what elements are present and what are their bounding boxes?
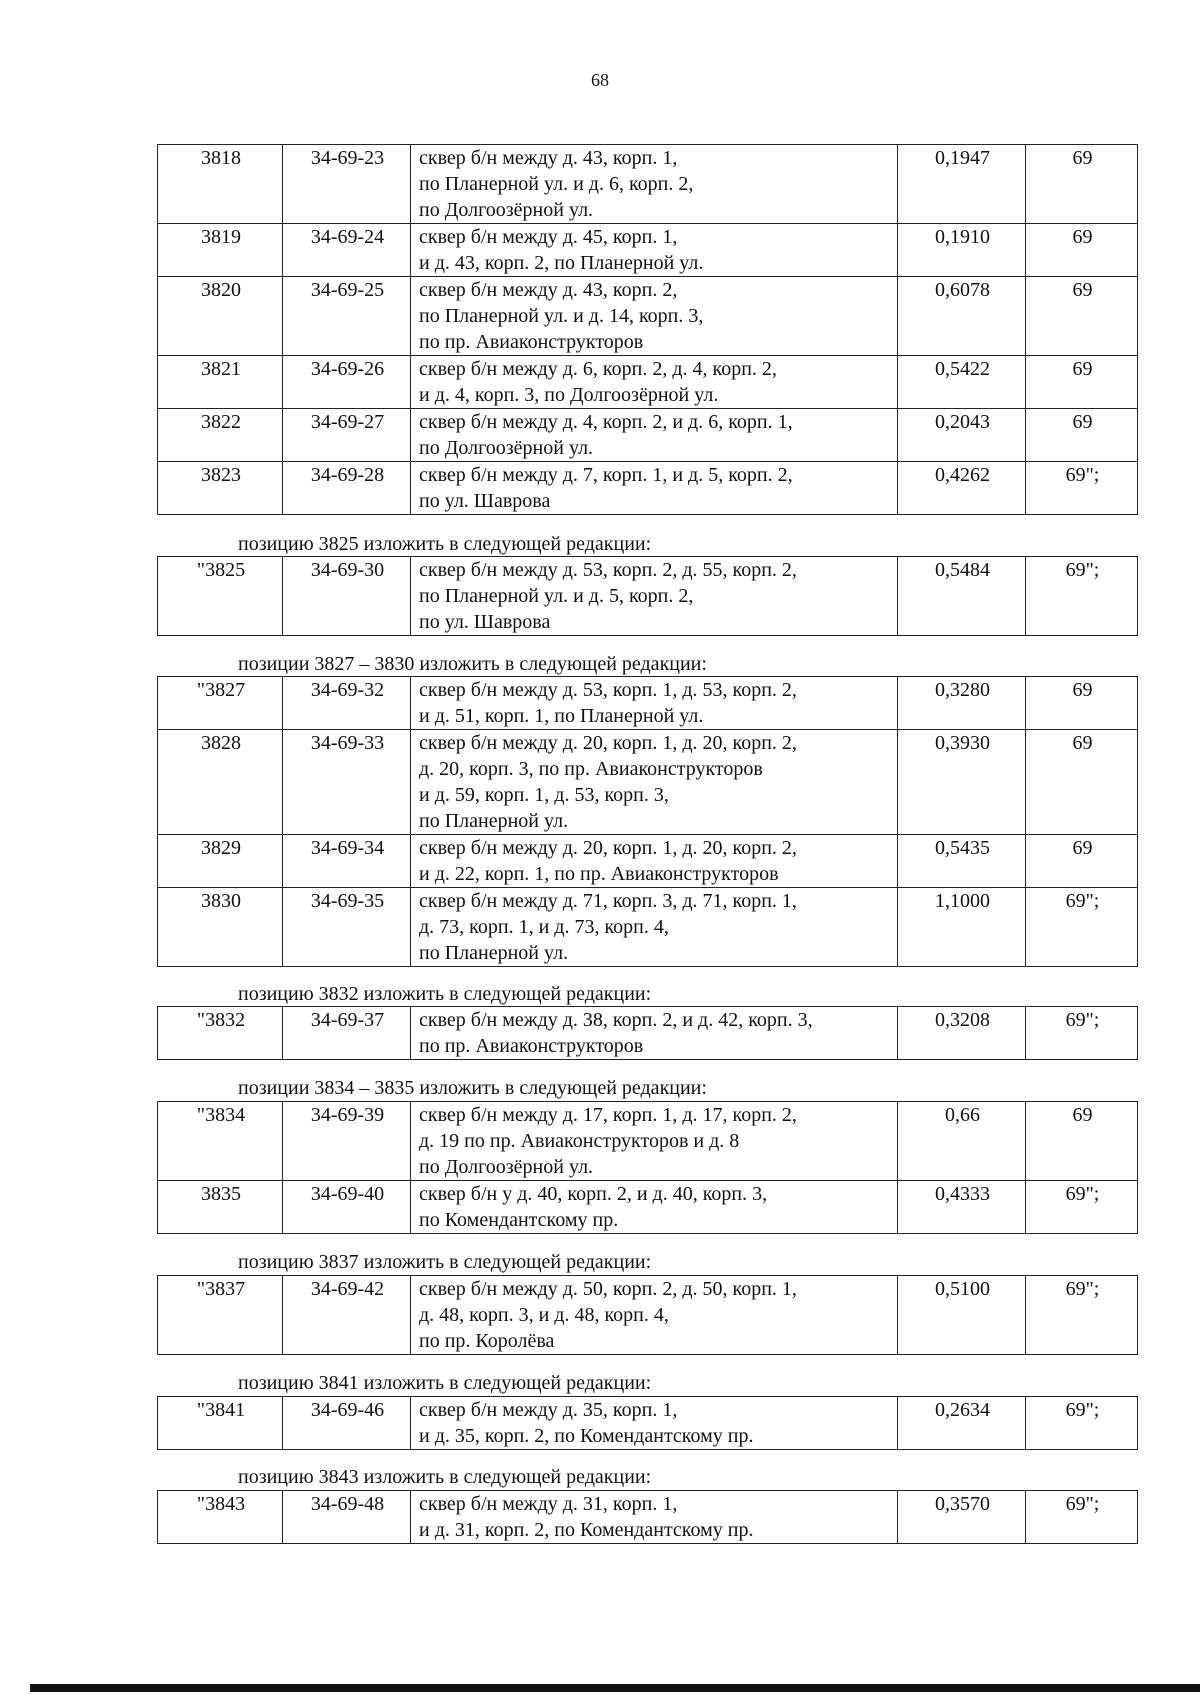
positions-table [157, 144, 1138, 515]
object-area: 0,1947 [898, 145, 1026, 224]
object-code: 34-69-24 [283, 224, 411, 277]
section-4-table-block [157, 1101, 1137, 1234]
position-number: "3834 [158, 1102, 283, 1181]
object-description: сквер б/н между д. 31, корп. 1, и д. 31, корп. 2, по Комендантскому пр. [411, 1491, 898, 1544]
amendment-heading: позиции 3827 – 3830 изложить в следующей редакции: [238, 653, 707, 675]
positions-table [157, 1490, 1138, 1544]
district-code: 69 [1026, 356, 1138, 409]
table-row [158, 1276, 1138, 1355]
position-number: 3821 [158, 356, 283, 409]
object-description: сквер б/н между д. 17, корп. 1, д. 17, корп. 2, д. 19 по пр. Авиаконструкторов и д. 8 по Долгоозёрной ул. [411, 1102, 898, 1181]
position-number: 3822 [158, 409, 283, 462]
amendment-heading: позицию 3843 изложить в следующей редакции: [238, 1466, 652, 1488]
positions-table [157, 1006, 1138, 1060]
positions-table [157, 1396, 1138, 1450]
position-number: 3818 [158, 145, 283, 224]
object-area: 1,1000 [898, 888, 1026, 967]
table-row [158, 677, 1138, 730]
object-code: 34-69-30 [283, 557, 411, 636]
position-number: 3828 [158, 730, 283, 835]
table-row [158, 557, 1138, 636]
positions-table [157, 1275, 1138, 1355]
object-description: сквер б/н между д. 50, корп. 2, д. 50, корп. 1, д. 48, корп. 3, и д. 48, корп. 4, по пр. Королёва [411, 1276, 898, 1355]
object-description: сквер б/н между д. 43, корп. 1, по Планерной ул. и д. 6, корп. 2, по Долгоозёрной ул. [411, 145, 898, 224]
table-row [158, 835, 1138, 888]
object-description: сквер б/н между д. 43, корп. 2, по Планерной ул. и д. 14, корп. 3, по пр. Авиаконструкторов [411, 277, 898, 356]
object-description: сквер б/н между д. 38, корп. 2, и д. 42, корп. 3, по пр. Авиаконструкторов [411, 1007, 898, 1060]
position-number: 3820 [158, 277, 283, 356]
object-code: 34-69-42 [283, 1276, 411, 1355]
position-number: "3843 [158, 1491, 283, 1544]
object-area: 0,3280 [898, 677, 1026, 730]
position-number: "3827 [158, 677, 283, 730]
section-5-table-block [157, 1275, 1137, 1355]
amendment-heading: позицию 3841 изложить в следующей редакции: [238, 1372, 652, 1394]
table-row [158, 1181, 1138, 1234]
positions-table [157, 556, 1138, 636]
district-code: 69"; [1026, 1276, 1138, 1355]
object-description: сквер б/н между д. 7, корп. 1, и д. 5, корп. 2, по ул. Шаврова [411, 462, 898, 515]
district-code: 69"; [1026, 557, 1138, 636]
district-code: 69 [1026, 677, 1138, 730]
object-description: сквер б/н между д. 71, корп. 3, д. 71, корп. 1, д. 73, корп. 1, и д. 73, корп. 4, по Планерной ул. [411, 888, 898, 967]
object-code: 34-69-26 [283, 356, 411, 409]
table-row [158, 1102, 1138, 1181]
object-code: 34-69-25 [283, 277, 411, 356]
object-description: сквер б/н между д. 6, корп. 2, д. 4, корп. 2, и д. 4, корп. 3, по Долгоозёрной ул. [411, 356, 898, 409]
table-row [158, 462, 1138, 515]
object-area: 0,5100 [898, 1276, 1026, 1355]
object-description: сквер б/н между д. 53, корп. 1, д. 53, корп. 2, и д. 51, корп. 1, по Планерной ул. [411, 677, 898, 730]
table-row [158, 145, 1138, 224]
positions-table [157, 1101, 1138, 1234]
scan-edge-bar [30, 1684, 1200, 1692]
object-code: 34-69-39 [283, 1102, 411, 1181]
object-area: 0,2634 [898, 1397, 1026, 1450]
position-number: "3825 [158, 557, 283, 636]
district-code: 69 [1026, 277, 1138, 356]
positions-table [157, 676, 1138, 967]
object-area: 0,2043 [898, 409, 1026, 462]
object-description: сквер б/н между д. 35, корп. 1, и д. 35, корп. 2, по Комендантскому пр. [411, 1397, 898, 1450]
district-code: 69"; [1026, 1397, 1138, 1450]
object-area: 0,3208 [898, 1007, 1026, 1060]
district-code: 69"; [1026, 1491, 1138, 1544]
section-7-table-block [157, 1490, 1137, 1544]
section-2-table-block [157, 676, 1137, 967]
object-code: 34-69-37 [283, 1007, 411, 1060]
table-row [158, 277, 1138, 356]
object-code: 34-69-40 [283, 1181, 411, 1234]
position-number: 3830 [158, 888, 283, 967]
object-code: 34-69-27 [283, 409, 411, 462]
table-row [158, 356, 1138, 409]
district-code: 69 [1026, 730, 1138, 835]
district-code: 69 [1026, 224, 1138, 277]
section-0-table-block [157, 144, 1137, 515]
amendment-heading: позицию 3832 изложить в следующей редакции: [238, 983, 652, 1005]
amendment-heading: позицию 3837 изложить в следующей редакции: [238, 1251, 652, 1273]
object-area: 0,66 [898, 1102, 1026, 1181]
object-description: сквер б/н между д. 20, корп. 1, д. 20, корп. 2, и д. 22, корп. 1, по пр. Авиаконструкторов [411, 835, 898, 888]
object-code: 34-69-48 [283, 1491, 411, 1544]
object-description: сквер б/н у д. 40, корп. 2, и д. 40, корп. 3, по Комендантскому пр. [411, 1181, 898, 1234]
page-number: 68 [591, 70, 609, 90]
object-code: 34-69-32 [283, 677, 411, 730]
object-area: 0,4262 [898, 462, 1026, 515]
district-code: 69"; [1026, 1181, 1138, 1234]
position-number: 3819 [158, 224, 283, 277]
object-description: сквер б/н между д. 4, корп. 2, и д. 6, корп. 1, по Долгоозёрной ул. [411, 409, 898, 462]
object-code: 34-69-33 [283, 730, 411, 835]
object-code: 34-69-46 [283, 1397, 411, 1450]
district-code: 69"; [1026, 462, 1138, 515]
position-number: "3832 [158, 1007, 283, 1060]
object-code: 34-69-28 [283, 462, 411, 515]
amendment-heading: позиции 3834 – 3835 изложить в следующей редакции: [238, 1077, 707, 1099]
amendment-heading: позицию 3825 изложить в следующей редакции: [238, 533, 652, 555]
position-number: 3835 [158, 1181, 283, 1234]
table-row [158, 1491, 1138, 1544]
object-code: 34-69-23 [283, 145, 411, 224]
object-area: 0,3930 [898, 730, 1026, 835]
table-row [158, 1007, 1138, 1060]
district-code: 69 [1026, 1102, 1138, 1181]
object-description: сквер б/н между д. 53, корп. 2, д. 55, корп. 2, по Планерной ул. и д. 5, корп. 2, по ул. Шаврова [411, 557, 898, 636]
object-area: 0,1910 [898, 224, 1026, 277]
object-code: 34-69-35 [283, 888, 411, 967]
object-area: 0,5422 [898, 356, 1026, 409]
object-description: сквер б/н между д. 45, корп. 1, и д. 43, корп. 2, по Планерной ул. [411, 224, 898, 277]
section-1-table-block [157, 556, 1137, 636]
position-number: "3837 [158, 1276, 283, 1355]
section-3-table-block [157, 1006, 1137, 1060]
table-row [158, 730, 1138, 835]
table-row [158, 409, 1138, 462]
section-6-table-block [157, 1396, 1137, 1450]
object-area: 0,5484 [898, 557, 1026, 636]
object-area: 0,4333 [898, 1181, 1026, 1234]
district-code: 69 [1026, 145, 1138, 224]
object-area: 0,5435 [898, 835, 1026, 888]
table-row [158, 888, 1138, 967]
object-area: 0,3570 [898, 1491, 1026, 1544]
position-number: "3841 [158, 1397, 283, 1450]
object-code: 34-69-34 [283, 835, 411, 888]
table-row [158, 224, 1138, 277]
table-row [158, 1397, 1138, 1450]
object-description: сквер б/н между д. 20, корп. 1, д. 20, корп. 2, д. 20, корп. 3, по пр. Авиаконструкторов и д. 59, корп. 1, д. 53, корп. 3, по Планерной ул. [411, 730, 898, 835]
district-code: 69"; [1026, 888, 1138, 967]
position-number: 3829 [158, 835, 283, 888]
object-area: 0,6078 [898, 277, 1026, 356]
district-code: 69"; [1026, 1007, 1138, 1060]
district-code: 69 [1026, 409, 1138, 462]
position-number: 3823 [158, 462, 283, 515]
district-code: 69 [1026, 835, 1138, 888]
